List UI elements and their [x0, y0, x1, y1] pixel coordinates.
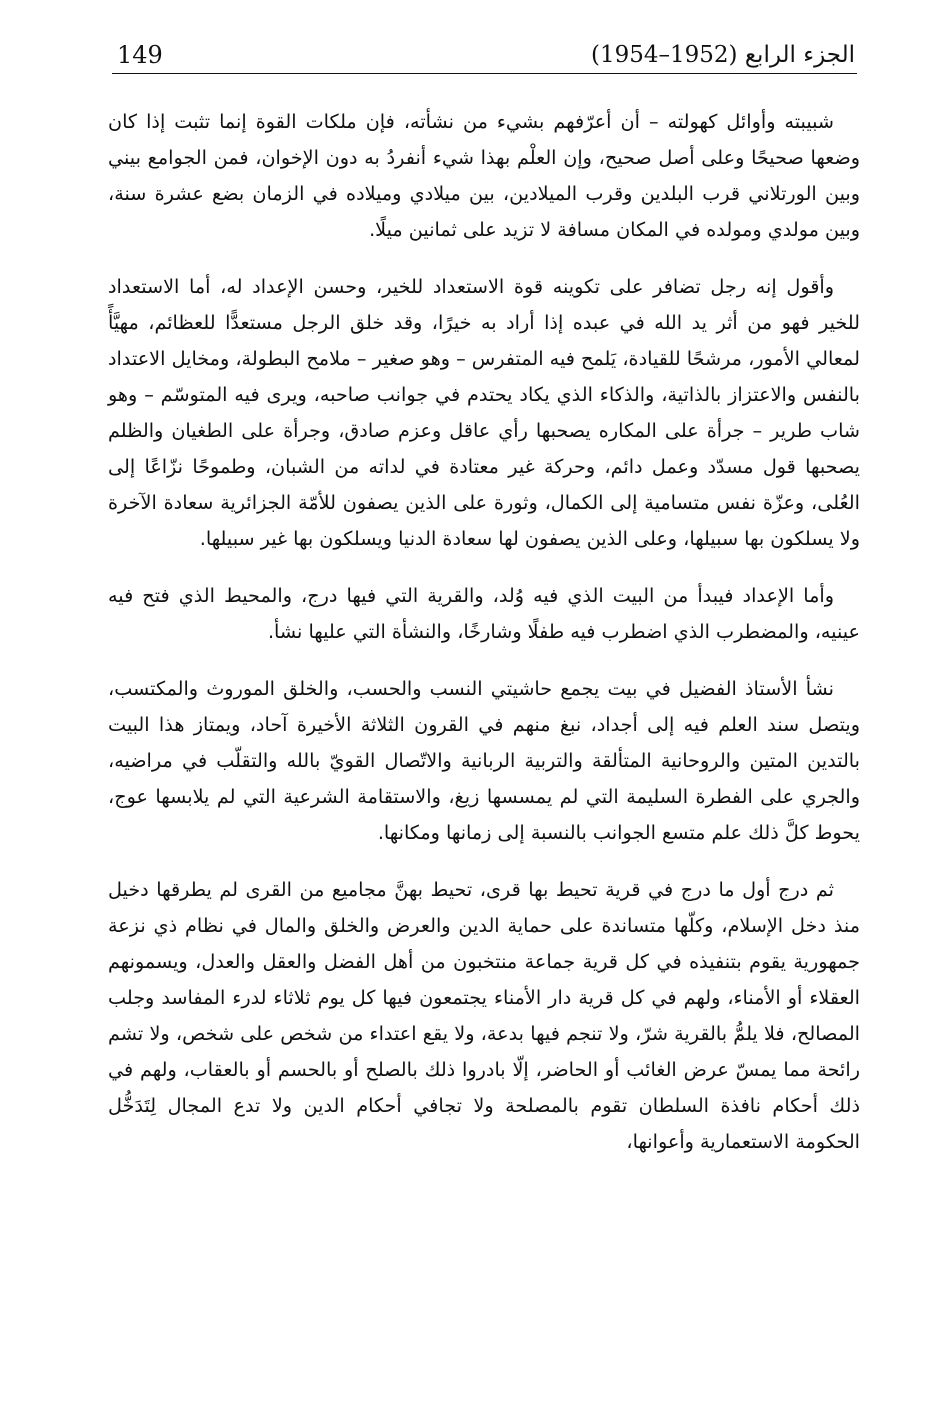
header-rule: [112, 73, 857, 74]
paragraph: ثم درج أول ما درج في قرية تحيط بها قرى، تحيط بهنَّ مجاميع من القرى لم يطرقها دخيل منذ دخل الإسلام، وكلّها متساندة على حماية الدين والعرض والخلق والمال في نظام ذي نزعة جمهورية يقوم بتنفيذه في كل قرية جماعة منتخبون من أهل الفضل والعقل والعدل، ويسمونهم العقلاء أو الأمناء، ولهم في كل قرية دار الأمناء يجتمعون فيها كل يوم ثلاثاء لدرء المفاسد وجلب المصالح، فلا يلمُّ بالقرية شرّ، ولا تنجم فيها بدعة، ولا يقع اعتداء من شخص على شخص، ولا تشم رائحة مما يمسّ عرض الغائب أو الحاضر، إلّا بادروا ذلك بالصلح أو بالحسم أو بالعقاب، ولهم في ذلك أحكام نافذة السلطان تقوم بالمصلحة ولا تجافي أحكام الدين ولا تدع المجال لِتَدَخُّل الحكومة الاستعمارية وأعوانها،: [108, 878, 860, 1153]
paragraph: نشأ الأستاذ الفضيل في بيت يجمع حاشيتي النسب والحسب، والخلق الموروث والمكتسب، ويتصل سند العلم فيه إلى أجداد، نبغ منهم في القرون الثلاثة الأخيرة آحاد، ويمتاز هذا البيت بالتدين المتين والروحانية المتألقة والتربية الربانية والاتّصال القويّ بالله والتقلّب في مراضيه، والجري على الفطرة السليمة التي لم يمسسها زيغ، والاستقامة الشرعية التي لم يلابسها عوج، يحوط كلَّ ذلك علم متسع الجوانب بالنسبة إلى زمانها ومكانها.: [108, 677, 860, 844]
paragraph: وأما الإعداد فيبدأ من البيت الذي فيه وُلد، والقرية التي فيها درج، والمحيط الذي فتح فيه عينيه، والمضطرب الذي اضطرب فيه طفلًا وشارخًا، والنشأة التي عليها نشأ.: [108, 584, 860, 643]
running-head: الجزء الرابع (1952–1954): [590, 42, 855, 68]
paragraph: شبيبته وأوائل كهولته – أن أعرّفهم بشيء من نشأته، فإن ملكات القوة إنما تثبت إذا كان وضعها صحيحًا وعلى أصل صحيح، وإن العلْم بهذا شيء أنفردُ به دون الإخوان، فمن الجوامع بيني وبين الورتلاني قرب البلدين وقرب الميلادين، بين ميلادي وميلاده في الزمان بضع عشرة سنة، وبين مولدي ومولده في المكان مسافة لا تزيد على ثمانين ميلًا.: [108, 110, 860, 241]
page-number: 149: [117, 41, 163, 69]
body-text: [108, 104, 860, 1181]
page-header: [112, 38, 855, 74]
paragraph: وأقول إنه رجل تضافر على تكوينه قوة الاستعداد للخير، وحسن الإعداد له، أما الاستعداد للخير فهو من أثر يد الله في عبده إذا أراد به خيرًا، وقد خلق الرجل مستعدًّا للعظائم، مهيَّأً لمعالي الأمور، مرشحًا للقيادة، يَلمح فيه المتفرس – وهو صغير – ملامح البطولة، ومخايل الاعتداد بالنفس والاعتزاز بالذاتية، والذكاء الذي يكاد يحتدم في جوانب صاحبه، ويرى فيه المتوسّم – وهو شاب طرير – جرأة على المكاره يصحبها رأي عاقل وعزم صادق، وجرأة على الطغيان والظلم يصحبها قول مسدّد وعمل دائم، وحركة غير معتادة في لداته من الشبان، وطموحًا نزّاعًا إلى العُلى، وعزّة نفس متسامية إلى الكمال، وثورة على الذين يصفون للأمّة الجزائرية سعادة الآخرة ولا يسلكون بها سبيلها، وعلى الذين يصفون لها سعادة الدنيا ويسلكون بها غير سبيلها.: [108, 275, 860, 550]
